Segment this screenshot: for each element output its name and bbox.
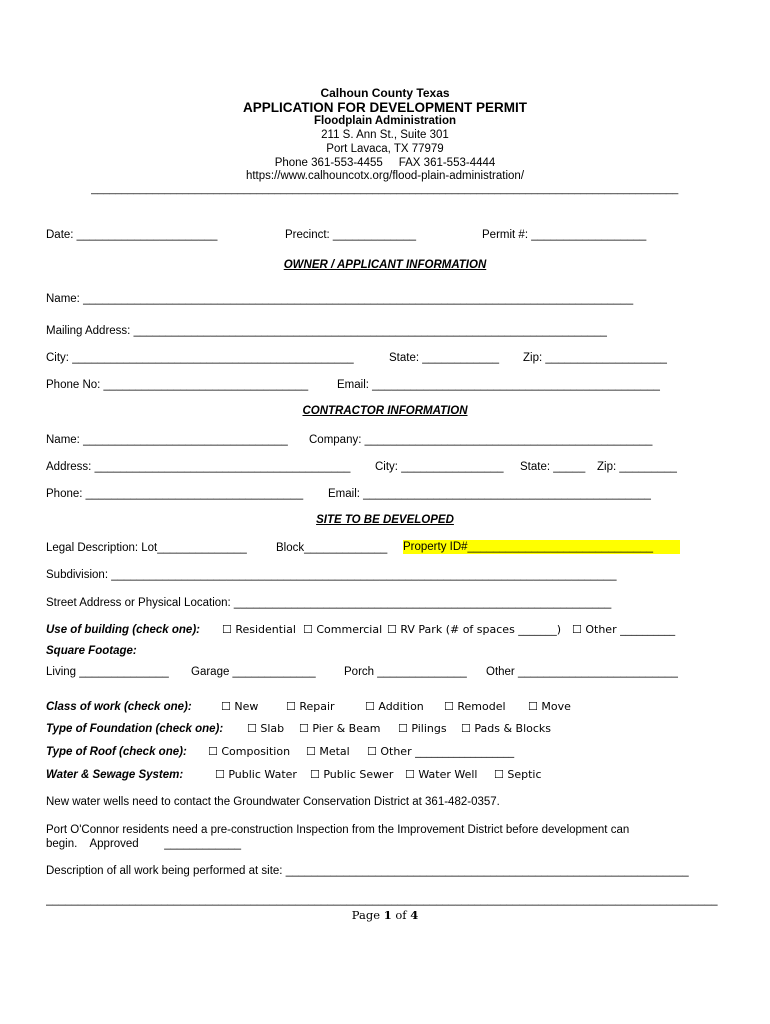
permit-number-field[interactable]: Permit #: __________________ — [482, 229, 647, 241]
page-of: of — [391, 908, 411, 922]
owner-city-field[interactable]: City: ____________________________________________ — [46, 352, 354, 364]
water-wells-note: New water wells need to contact the Groundwater Conservation District at 361-482-0357. — [46, 796, 500, 808]
date-field[interactable]: Date: ______________________ — [46, 229, 218, 241]
foundation-pilings-checkbox[interactable]: ☐ Pilings — [398, 722, 447, 735]
use-rv-park-checkbox[interactable]: ☐ RV Park (# of spaces _______) — [387, 623, 562, 636]
block-field[interactable]: Block_____________ — [276, 542, 388, 554]
owner-phone-field[interactable]: Phone No: ________________________________ — [46, 379, 309, 391]
owner-section-heading: OWNER / APPLICANT INFORMATION — [283, 259, 487, 271]
water-sewage-label: Water & Sewage System: — [46, 769, 184, 781]
approved-field[interactable]: begin. Approved ____________ — [46, 838, 242, 850]
foundation-pads-blocks-checkbox[interactable]: ☐ Pads & Blocks — [461, 722, 552, 735]
contractor-phone-field[interactable]: Phone: __________________________________ — [46, 488, 304, 500]
page-number — [0, 908, 770, 922]
other-sqft-field[interactable]: Other _________________________ — [486, 666, 678, 678]
port-oconnor-note: Port O'Connor residents need a pre-construction Inspection from the Improvement District before development can — [46, 824, 630, 836]
county-name: Calhoun County Texas — [320, 86, 450, 100]
foundation-slab-checkbox[interactable]: ☐ Slab — [247, 722, 285, 735]
footer-rule: _________________________________________________________________________________________________________ — [46, 894, 718, 906]
owner-zip-field[interactable]: Zip: ___________________ — [523, 352, 667, 364]
class-move-checkbox[interactable]: ☐ Move — [528, 700, 571, 713]
owner-mailing-address-field[interactable]: Mailing Address: __________________________________________________________________________ — [46, 325, 607, 337]
roof-label: Type of Roof (check one): — [46, 746, 187, 758]
class-remodel-checkbox[interactable]: ☐ Remodel — [444, 700, 506, 713]
roof-metal-checkbox[interactable]: ☐ Metal — [306, 745, 350, 758]
owner-email-field[interactable]: Email: _____________________________________________ — [337, 379, 660, 391]
foundation-pier-beam-checkbox[interactable]: ☐ Pier & Beam — [299, 722, 381, 735]
work-description-field[interactable]: Description of all work being performed at site: _______________________________________________________________ — [46, 865, 689, 877]
square-footage-label: Square Footage: — [46, 645, 137, 657]
header-rule: ________________________________________________________________________________________________ — [91, 183, 679, 195]
use-residential-checkbox[interactable]: ☐ Residential — [222, 623, 296, 636]
use-other-checkbox[interactable]: ☐ Other __________ — [572, 623, 676, 636]
class-repair-checkbox[interactable]: ☐ Repair — [286, 700, 335, 713]
legal-description-lot-field[interactable]: Legal Description: Lot______________ — [46, 542, 247, 554]
site-section-heading: SITE TO BE DEVELOPED — [316, 514, 454, 526]
form-subtitle: Floodplain Administration — [313, 115, 457, 127]
page-prefix: Page — [351, 908, 384, 922]
owner-name-field[interactable]: Name: ______________________________________________________________________________________ — [46, 293, 634, 305]
phone-fax: Phone 361-553-4455 FAX 361-553-4444 — [274, 157, 496, 169]
contractor-address-field[interactable]: Address: ________________________________________ — [46, 461, 351, 473]
water-public-sewer-checkbox[interactable]: ☐ Public Sewer — [310, 768, 394, 781]
subdivision-field[interactable]: Subdivision: _______________________________________________________________________________ — [46, 569, 617, 581]
roof-composition-checkbox[interactable]: ☐ Composition — [208, 745, 291, 758]
form-title: APPLICATION FOR DEVELOPMENT PERMIT — [242, 100, 527, 115]
use-of-building-label: Use of building (check one): — [46, 624, 200, 636]
class-of-work-label: Class of work (check one): — [46, 701, 192, 713]
address-line-2: Port Lavaca, TX 77979 — [326, 143, 444, 155]
page-current: 1 — [383, 908, 392, 922]
water-septic-checkbox[interactable]: ☐ Septic — [494, 768, 542, 781]
website-url: https://www.calhouncotx.org/flood-plain-administration/ — [245, 170, 525, 182]
garage-sqft-field[interactable]: Garage _____________ — [191, 666, 316, 678]
class-new-checkbox[interactable]: ☐ New — [221, 700, 259, 713]
contractor-state-field[interactable]: State: _____ — [520, 461, 586, 473]
living-sqft-field[interactable]: Living ______________ — [46, 666, 169, 678]
page-total: 4 — [410, 908, 419, 922]
water-public-water-checkbox[interactable]: ☐ Public Water — [215, 768, 297, 781]
precinct-field[interactable]: Precinct: _____________ — [285, 229, 417, 241]
owner-state-field[interactable]: State: ____________ — [389, 352, 499, 364]
contractor-section-heading: CONTRACTOR INFORMATION — [302, 405, 468, 417]
contractor-email-field[interactable]: Email: _____________________________________________ — [328, 488, 651, 500]
contractor-zip-field[interactable]: Zip: _________ — [597, 461, 677, 473]
property-id-field[interactable]: Property ID#_____________________________ — [403, 540, 680, 554]
foundation-label: Type of Foundation (check one): — [46, 723, 224, 735]
contractor-city-field[interactable]: City: ________________ — [375, 461, 504, 473]
street-address-field[interactable]: Street Address or Physical Location: ___________________________________________________________ — [46, 597, 612, 609]
contractor-company-field[interactable]: Company: _____________________________________________ — [309, 434, 653, 446]
class-addition-checkbox[interactable]: ☐ Addition — [365, 700, 424, 713]
address-line-1: 211 S. Ann St., Suite 301 — [321, 129, 449, 141]
use-commercial-checkbox[interactable]: ☐ Commercial — [303, 623, 383, 636]
water-well-checkbox[interactable]: ☐ Water Well — [405, 768, 478, 781]
roof-other-checkbox[interactable]: ☐ Other __________________ — [367, 745, 515, 758]
porch-sqft-field[interactable]: Porch ______________ — [344, 666, 467, 678]
contractor-name-field[interactable]: Name: ________________________________ — [46, 434, 288, 446]
